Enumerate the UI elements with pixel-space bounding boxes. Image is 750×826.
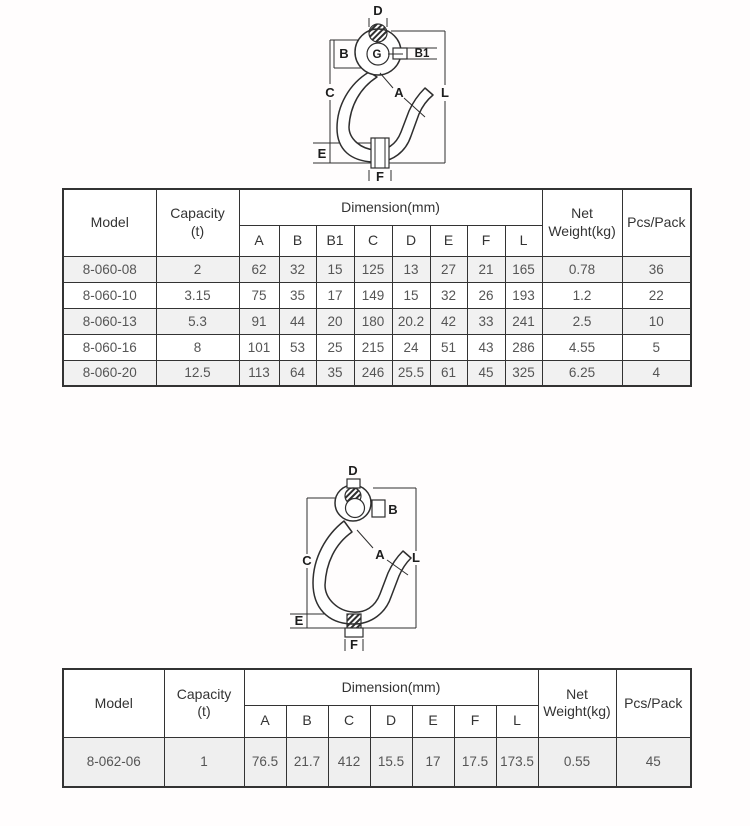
dim-cell: 25 [316,334,354,360]
top-pin-head [347,479,360,488]
pcs-cell: 36 [622,256,691,282]
dim-cell: 44 [279,308,316,334]
t1-dim-a: A [239,225,279,256]
capacity-cell: 2 [156,256,239,282]
dim-cell: 75 [239,282,279,308]
table-row [63,308,691,334]
dim-cell: 26 [467,282,505,308]
dim-cell: 246 [354,360,392,386]
table-row [63,282,691,308]
net-weight-cell: 6.25 [542,360,622,386]
t1-dim-c: C [354,225,392,256]
model-cell: 8-060-08 [63,256,156,282]
dim-cell: 64 [279,360,316,386]
t2-dim-e: E [412,705,454,737]
pcs-cell: 45 [616,737,691,787]
dim-cell: 32 [279,256,316,282]
net-weight-cell: 2.5 [542,308,622,334]
bottom-pin-outer [371,138,389,168]
dim-cell: 15 [316,256,354,282]
label-c: C [325,85,335,100]
label-e: E [294,613,304,628]
bottom-pin-section [347,614,361,628]
model-cell: 8-060-20 [63,360,156,386]
model-cell: 8-060-10 [63,282,156,308]
t2-header-net-line2: Weight(kg) [543,703,611,720]
dim-cell: 33 [467,308,505,334]
t1-header-model: Model [63,189,156,256]
t1-dim-b: B [279,225,316,256]
pcs-cell: 10 [622,308,691,334]
pcs-cell: 5 [622,334,691,360]
capacity-cell: 3.15 [156,282,239,308]
t2-header-capacity-line1: Capacity [176,685,232,702]
label-d: D [373,3,383,18]
spec-table-2 [62,668,692,788]
t2-dim-l: L [496,705,538,737]
t1-header-capacity-line1: Capacity [170,205,225,222]
model-cell: 8-060-16 [63,334,156,360]
t2-header-capacity [164,669,244,737]
t2-dim-d: D [370,705,412,737]
table-row [63,334,691,360]
t1-dim-f: F [467,225,505,256]
dim-cell: 101 [239,334,279,360]
dim-cell: 24 [392,334,430,360]
capacity-cell: 12.5 [156,360,239,386]
dim-cell: 27 [430,256,467,282]
dim-cell: 180 [354,308,392,334]
dim-cell: 42 [430,308,467,334]
dim-cell: 412 [328,737,370,787]
dim-cell: 241 [505,308,542,334]
dim-cell: 91 [239,308,279,334]
dim-cell: 35 [316,360,354,386]
dim-cell: 15.5 [370,737,412,787]
label-b: B [388,502,398,517]
dim-cell: 286 [505,334,542,360]
t1-dim-l: L [505,225,542,256]
dim-cell: 20 [316,308,354,334]
dim-cell: 32 [430,282,467,308]
t2-header-net-weight [538,669,616,737]
top-pin-section [369,24,387,42]
t1-dim-e: E [430,225,467,256]
label-b1: B1 [414,48,430,60]
dim-cell: 325 [505,360,542,386]
spec-table-1 [62,188,692,387]
dim-cell: 193 [505,282,542,308]
table-row [63,737,691,787]
table-row [63,360,691,386]
dim-cell: 173.5 [496,737,538,787]
dim-cell: 20.2 [392,308,430,334]
dim-cell: 149 [354,282,392,308]
dim-cell: 165 [505,256,542,282]
t2-header-capacity-line2: (t) [197,703,211,720]
pcs-cell: 4 [622,360,691,386]
model-cell: 8-060-13 [63,308,156,334]
dim-cell: 13 [392,256,430,282]
t2-header-model: Model [63,669,164,737]
pcs-cell: 22 [622,282,691,308]
dim-cell: 17.5 [454,737,496,787]
dim-cell: 15 [392,282,430,308]
dim-cell: 61 [430,360,467,386]
t1-dim-d: D [392,225,430,256]
t1-header-dimension: Dimension(mm) [239,189,542,225]
capacity-cell: 1 [164,737,244,787]
dim-cell: 113 [239,360,279,386]
label-l: L [412,550,420,565]
t2-header-dimension: Dimension(mm) [244,669,538,705]
hook-diagram-1 [285,0,485,185]
label-l: L [441,85,449,100]
dim-cell: 215 [354,334,392,360]
dim-cell: 35 [279,282,316,308]
t2-dim-c: C [328,705,370,737]
capacity-cell: 5.3 [156,308,239,334]
label-f: F [350,637,358,652]
dim-cell: 43 [467,334,505,360]
t1-header-capacity-line2: (t) [190,222,205,239]
label-c: C [302,553,312,568]
net-weight-cell: 1.2 [542,282,622,308]
t2-dim-b: B [286,705,328,737]
hook-diagram-2 [278,455,468,665]
label-f: F [376,169,384,184]
dim-cell: 17 [412,737,454,787]
capacity-cell: 8 [156,334,239,360]
t1-header-capacity [156,189,239,256]
dim-cell: 25.5 [392,360,430,386]
bottom-pin-nut [345,628,363,637]
dim-cell: 21.7 [286,737,328,787]
t2-dim-a: A [244,705,286,737]
label-d: D [348,463,358,478]
net-weight-cell: 0.78 [542,256,622,282]
dim-cell: 45 [467,360,505,386]
net-weight-cell: 4.55 [542,334,622,360]
dim-cell: 53 [279,334,316,360]
label-a: A [375,547,385,562]
hook-eye-inner [346,499,365,518]
dim-cell: 76.5 [244,737,286,787]
model-cell: 8-062-06 [63,737,164,787]
label-a: A [394,85,404,100]
dim-cell: 125 [354,256,392,282]
dim-cell: 62 [239,256,279,282]
t2-header-net-line1: Net [566,685,588,702]
t1-header-net-weight [542,189,622,256]
t1-dim-b1: B1 [316,225,354,256]
dim-cell: 17 [316,282,354,308]
t1-header-pcs: Pcs/Pack [622,189,691,256]
hook-body [313,521,411,624]
t2-dim-f: F [454,705,496,737]
side-pin [372,500,385,517]
t1-header-net-line1: Net [571,205,593,222]
label-g: G [372,49,382,61]
net-weight-cell: 0.55 [538,737,616,787]
label-b: B [339,46,349,61]
table-row [63,256,691,282]
dim-cell: 51 [430,334,467,360]
t1-header-net-line2: Weight(kg) [548,222,616,239]
dim-cell: 21 [467,256,505,282]
t2-header-pcs: Pcs/Pack [616,669,691,737]
label-e: E [317,146,327,161]
